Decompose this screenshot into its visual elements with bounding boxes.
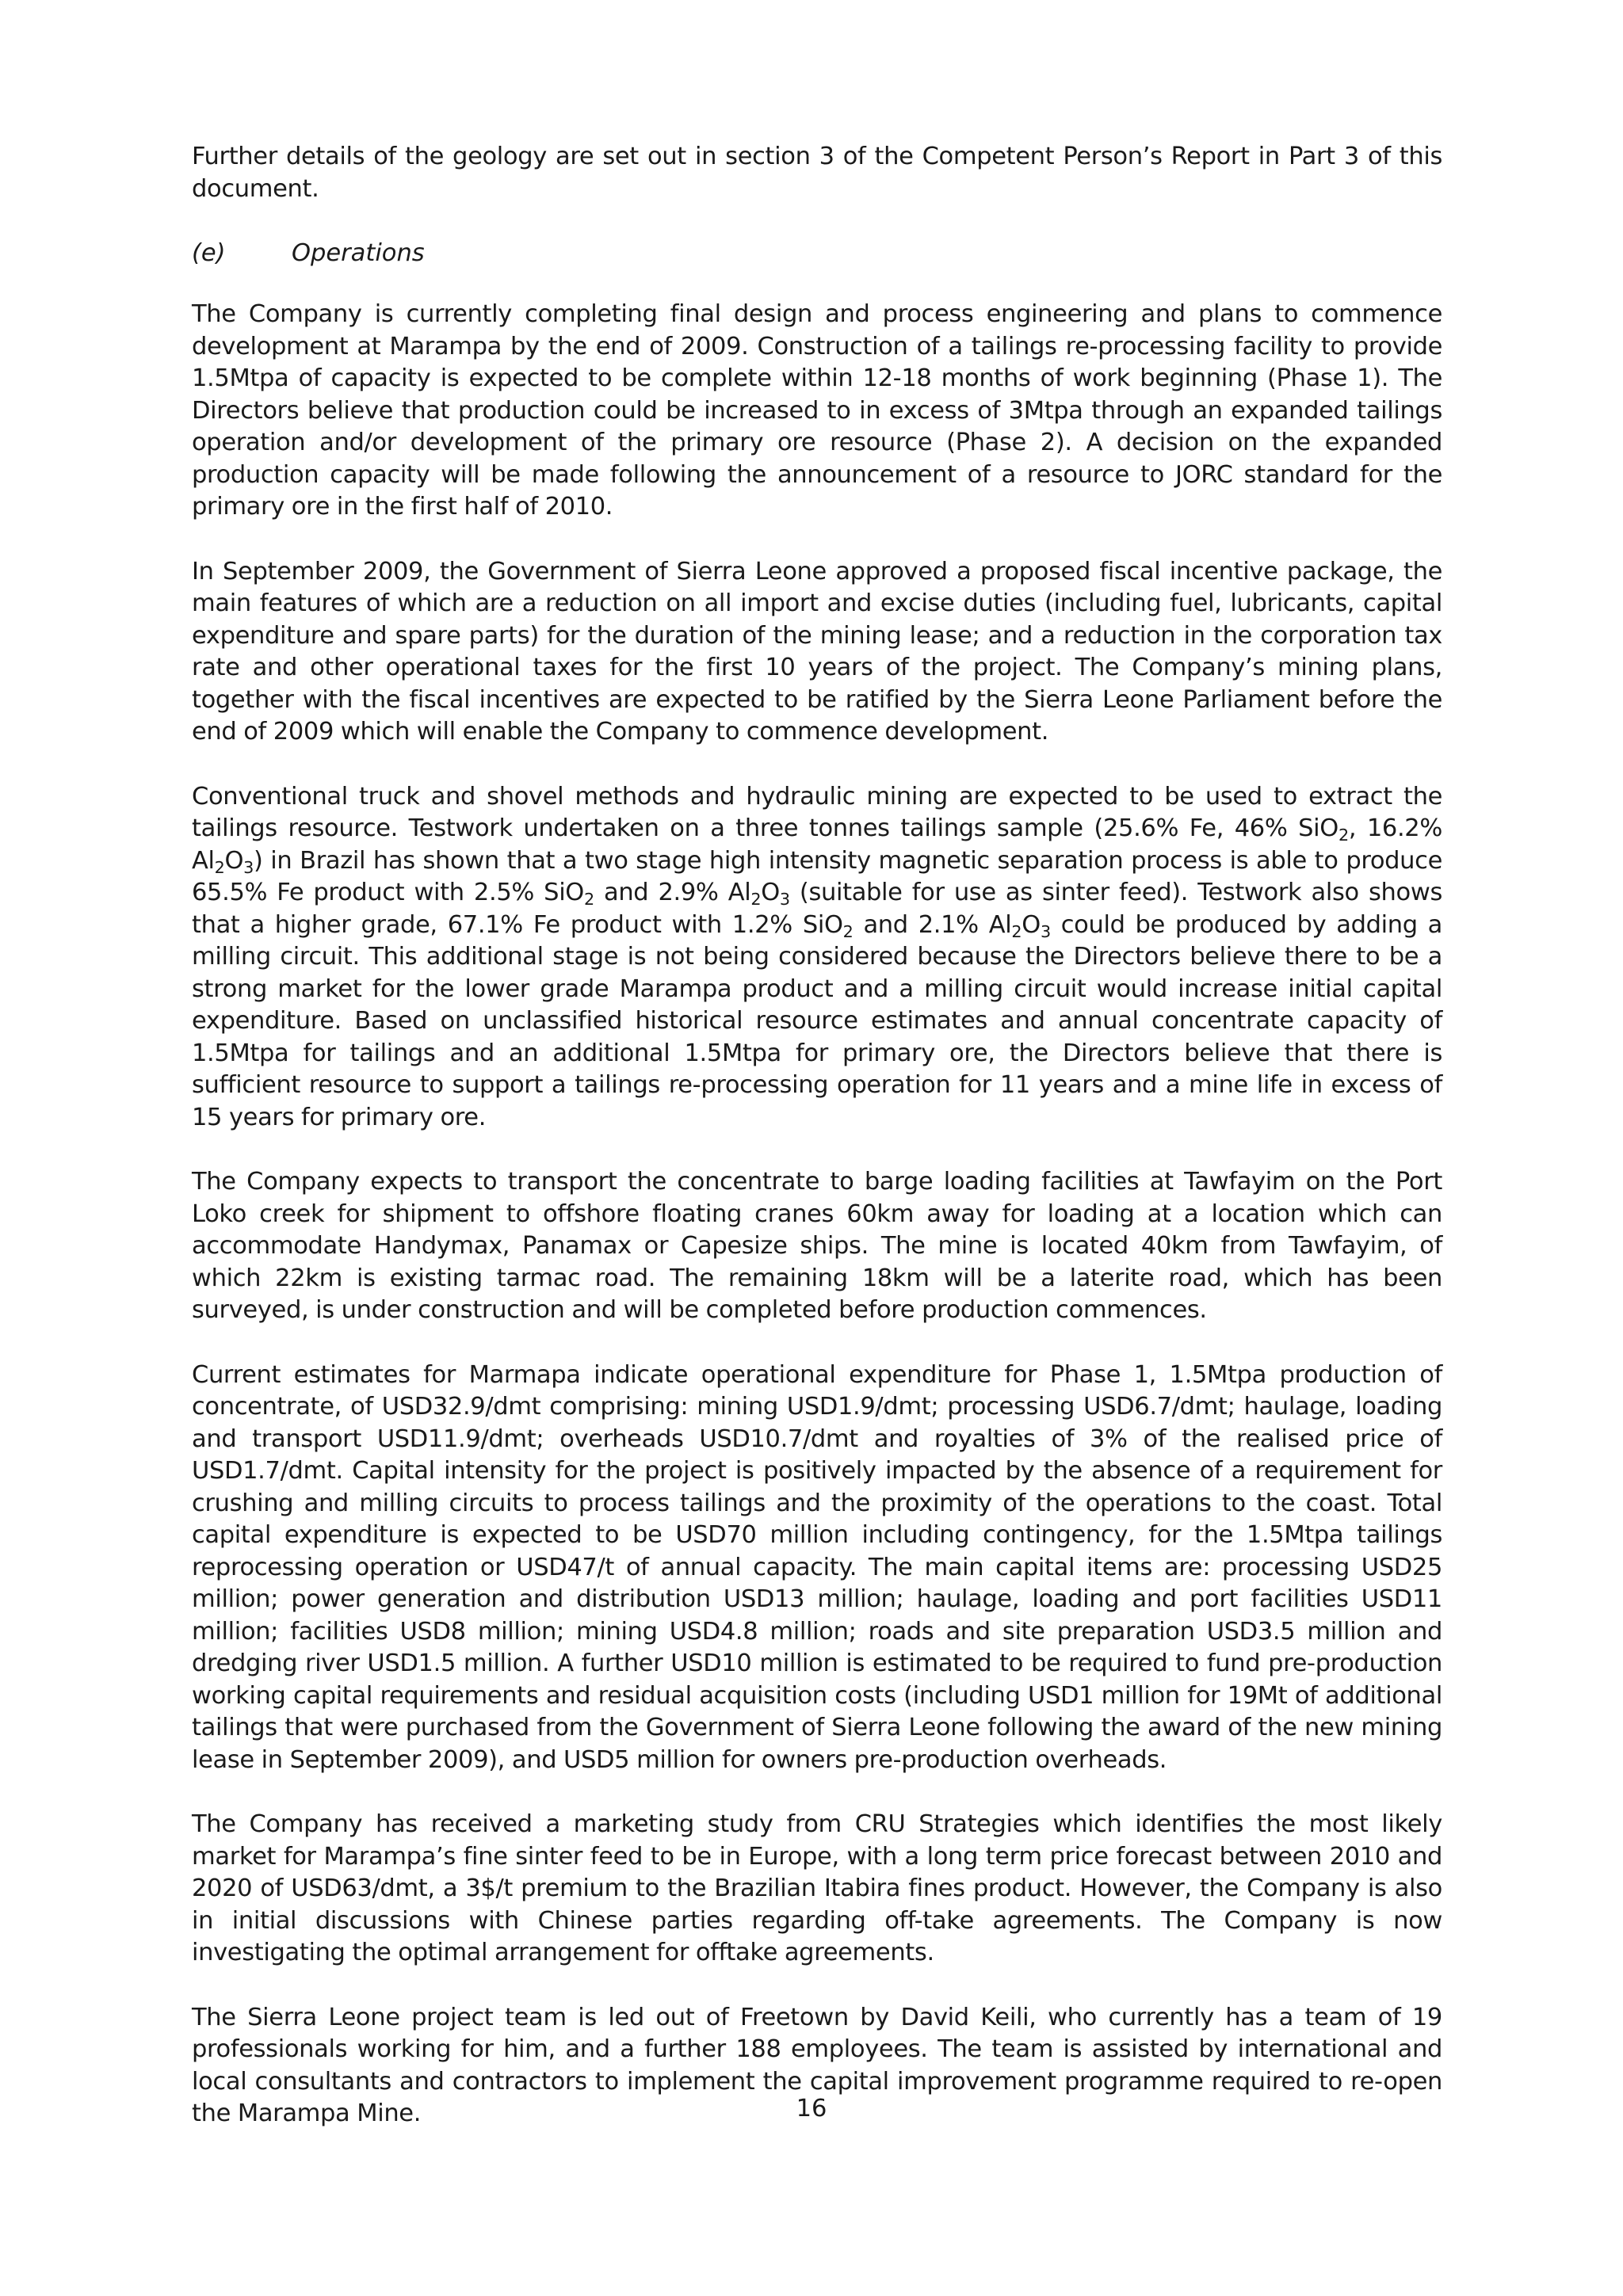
text-run: and 2.9% Al [594,879,751,906]
operations-paragraph-2: In September 2009, the Government of Sierra Leone approved a proposed fiscal incentive package, the main features of which are a reduction on all import and excise duties (including fuel, lubricants, capital expenditure and spare parts) for the duration of the mining lease; and a reduction in the corporation tax rate and other operational taxes for the first 10 years of the project. The Company’s mining plans, together with the fiscal incentives are expected to be ratified by the Sierra Leone Parliament before the end of 2009 which will enable the Company to commence development. [192,557,1442,746]
subscript: 2 [214,857,225,877]
section-letter: (e) [192,239,226,267]
subscript: 2 [1338,825,1349,845]
subscript: 2 [750,889,762,909]
text-run: could be produced by adding a milling circuit. This additional stage is not being considered because the Directors believe there to be a strong market for the lower grade Marampa product and a milling circuit would increase initial capital expenditure. Based on unclassified historical resource estimates and annual concentrate capacity of 1.5Mtpa for tailings and an additional 1.5Mtpa for primary ore, the Directors believe that there is sufficient resource to support a tailings re-processing operation for 11 years and a mine life in excess of 15 years for primary ore. [192,910,1442,1131]
section-heading-operations [192,238,1442,269]
operations-paragraph-5: Current estimates for Marmapa indicate operational expenditure for Phase 1, 1.5Mtpa production of concentrate, of USD32.9/dmt comprising: mining USD1.9/dmt; processing USD6.7/dmt; haulage, loading and transport USD11.9/dmt; overheads USD10.7/dmt and royalties of 3% of the realised price of USD1.7/dmt. Capital intensity for the project is positively impacted by the absence of a requirement for crushing and milling circuits to process tailings and the proximity of the operations to the coast. Total capital expenditure is expected to be USD70 million including contingency, for the 1.5Mtpa tailings reprocessing operation or USD47/t of annual capacity. The main capital items are: processing USD25 million; power generation and distribution USD13 million; haulage, loading and port facilities USD11 million; facilities USD8 million; mining USD4.8 million; roads and site preparation USD3.5 million and dredging river USD1.5 million. A further USD10 million is estimated to be required to fund pre-production working capital requirements and residual acquisition costs (including USD1 million for 19Mt of additional tailings that were purchased from the Government of Sierra Leone following the award of the new mining lease in September 2009), and USD5 million for owners pre-production overheads. [192,1360,1442,1774]
text-run: Conventional truck and shovel methods and hydraulic mining are expected to be used to extract the tailings resource. Testwork undertaken on a three tonnes tailings sample (25.6% Fe, 46% SiO [192,782,1442,842]
subscript: 3 [243,857,254,877]
operations-paragraph-6: The Company has received a marketing study from CRU Strategies which identifies the most likely market for Marampa’s fine sinter feed to be in Europe, with a long term price forecast between 2010 and 2020 of USD63/dmt, a 3$/t premium to the Brazilian Itabira fines product. However, the Company is also in initial discussions with Chinese parties regarding off-take agreements. The Company is now investigating the optimal arrangement for offtake agreements. [192,1810,1442,1966]
text-run: O [761,879,780,906]
text-run: , 16.2% Al [192,814,1442,875]
operations-paragraph-7: The Sierra Leone project team is led out of Freetown by David Keili, who currently has a team of 19 professionals working for him, and a further 188 employees. The team is assisted by international and local consultants and contractors to implement the capital improvement programme required to re-open the Marampa Mine. [192,2003,1442,2127]
section-title: Operations [292,239,425,267]
intro-paragraph: Further details of the geology are set out in section 3 of the Competent Person’s Report in Part 3 of this document. [192,143,1442,203]
page-number: 16 [796,2095,827,2122]
subscript: 2 [1011,921,1022,941]
text-run: O [224,846,244,875]
text-run: and 2.1% Al [853,910,1012,939]
text-run: (suitable for use as sinter feed). Testwork also shows that a higher grade, 67.1% Fe product with 1.2% SiO [192,879,1442,939]
operations-paragraph-1: The Company is currently completing final design and process engineering and plans to commence development at Marampa by the end of 2009. Construction of a tailings re-processing facility to provide 1.5Mtpa of capacity is expected to be complete within 12-18 months of work beginning (Phase 1). The Directors believe that production could be increased to in excess of 3Mtpa through an expanded tailings operation and/or development of the primary ore resource (Phase 2). A decision on the expanded production capacity will be made following the announcement of a resource to JORC standard for the primary ore in the first half of 2010. [192,300,1442,521]
document-page [192,141,1442,2163]
subscript: 2 [583,889,594,909]
subscript: 3 [779,889,790,909]
operations-paragraph-4: The Company expects to transport the concentrate to barge loading facilities at Tawfayim on the Port Loko creek for shipment to offshore floating cranes 60km away for loading at a location which can accommodate Handymax, Panamax or Capesize ships. The mine is located 40km from Tawfayim, of which 22km is existing tarmac road. The remaining 18km will be a laterite road, which has been surveyed, is under construction and will be completed before production commences. [192,1168,1442,1324]
subscript: 3 [1040,921,1051,941]
text-run: O [1022,910,1041,939]
text-run: ) in Brazil has shown that a two stage high intensity magnetic separation process is able to produce 65.5% Fe product with 2.5% SiO [192,846,1442,906]
operations-paragraph-3 [192,781,1442,1135]
subscript: 2 [842,921,854,941]
